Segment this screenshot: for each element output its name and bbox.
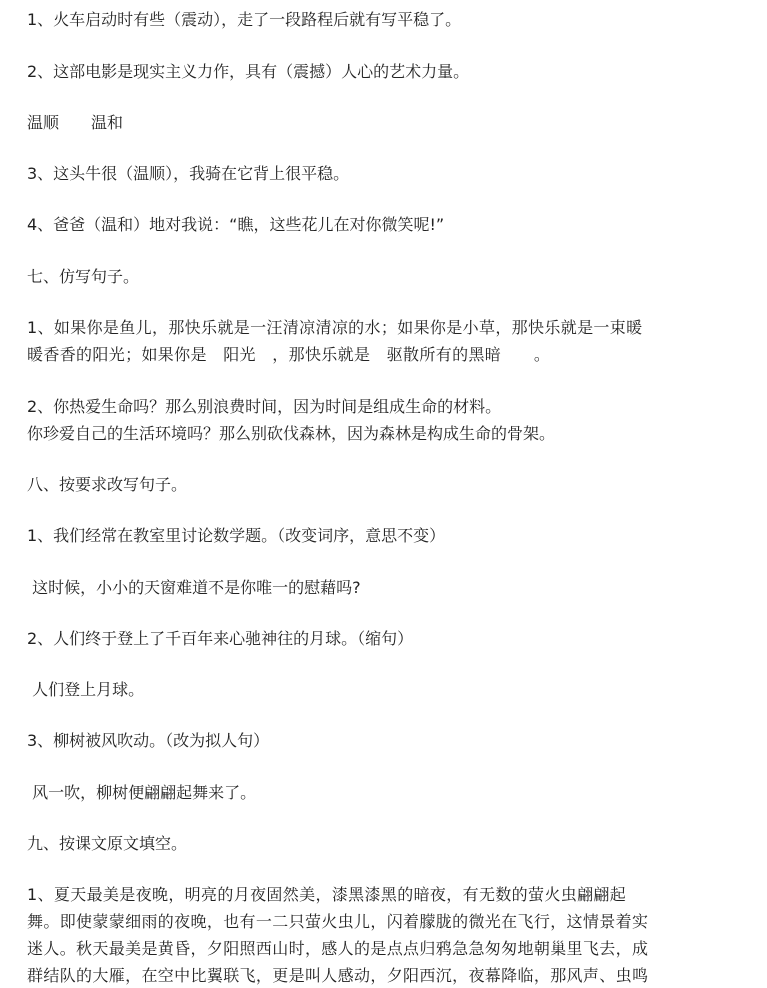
section-heading: 九、按课文原文填空。 (27, 834, 188, 853)
text-line: 人们登上月球。 (27, 680, 145, 699)
text-line: 迷人。秋天最美是黄昏，夕阳照西山时，感人的是点点归鸦急急匆匆地朝巢里飞去，成 (27, 939, 649, 958)
text-line: 你珍爱自己的生活环境吗？那么别砍伐森林，因为森林是构成生命的骨架。 (27, 424, 556, 443)
text-line: 1、夏天最美是夜晚，明亮的月夜固然美，漆黑漆黑的暗夜，有无数的萤火虫翩翩起 (27, 885, 627, 904)
text-line: 4、爸爸（温和）地对我说：“瞧，这些花儿在对你微笑呢!” (27, 215, 445, 234)
text-line: 群结队的大雁，在空中比翼联飞，更是叫人感动，夕阳西沉，夜幕降临，那风声、虫鸣 (27, 966, 649, 985)
text-line: 1、如果你是鱼儿，那快乐就是一汪清凉清凉的水；如果你是小草，那快乐就是一束暖 (27, 318, 643, 337)
text-line: 舞。即使蒙蒙细雨的夜晚，也有一二只萤火虫儿，闪着朦胧的微光在飞行，这情景着实 (27, 912, 649, 931)
text-line: 1、我们经常在教室里讨论数学题。（改变词序，意思不变） (27, 526, 446, 545)
section-heading: 八、按要求改写句子。 (27, 475, 188, 494)
text-line: 暖香香的阳光；如果你是 阳光 ，那快乐就是 驱散所有的黑暗 。 (27, 345, 551, 364)
text-line: 1、火车启动时有些（震动），走了一段路程后就有写平稳了。 (27, 10, 462, 29)
text-line: 温顺 温和 (27, 113, 124, 132)
text-line: 2、这部电影是现实主义力作，具有（震撼）人心的艺术力量。 (27, 62, 470, 81)
text-line: 2、你热爱生命吗？那么别浪费时间，因为时间是组成生命的材料。 (27, 397, 502, 416)
text-line: 3、这头牛很（温顺），我骑在它背上很平稳。 (27, 164, 350, 183)
text-line: 这时候，小小的天窗难道不是你唯一的慰藉吗? (27, 578, 361, 597)
text-line: 3、柳树被风吹动。（改为拟人句） (27, 731, 270, 750)
section-heading: 七、仿写句子。 (27, 267, 140, 286)
text-line: 风一吹，柳树便翩翩起舞来了。 (27, 783, 257, 802)
text-line: 2、人们终于登上了千百年来心驰神往的月球。（缩句） (27, 629, 414, 648)
